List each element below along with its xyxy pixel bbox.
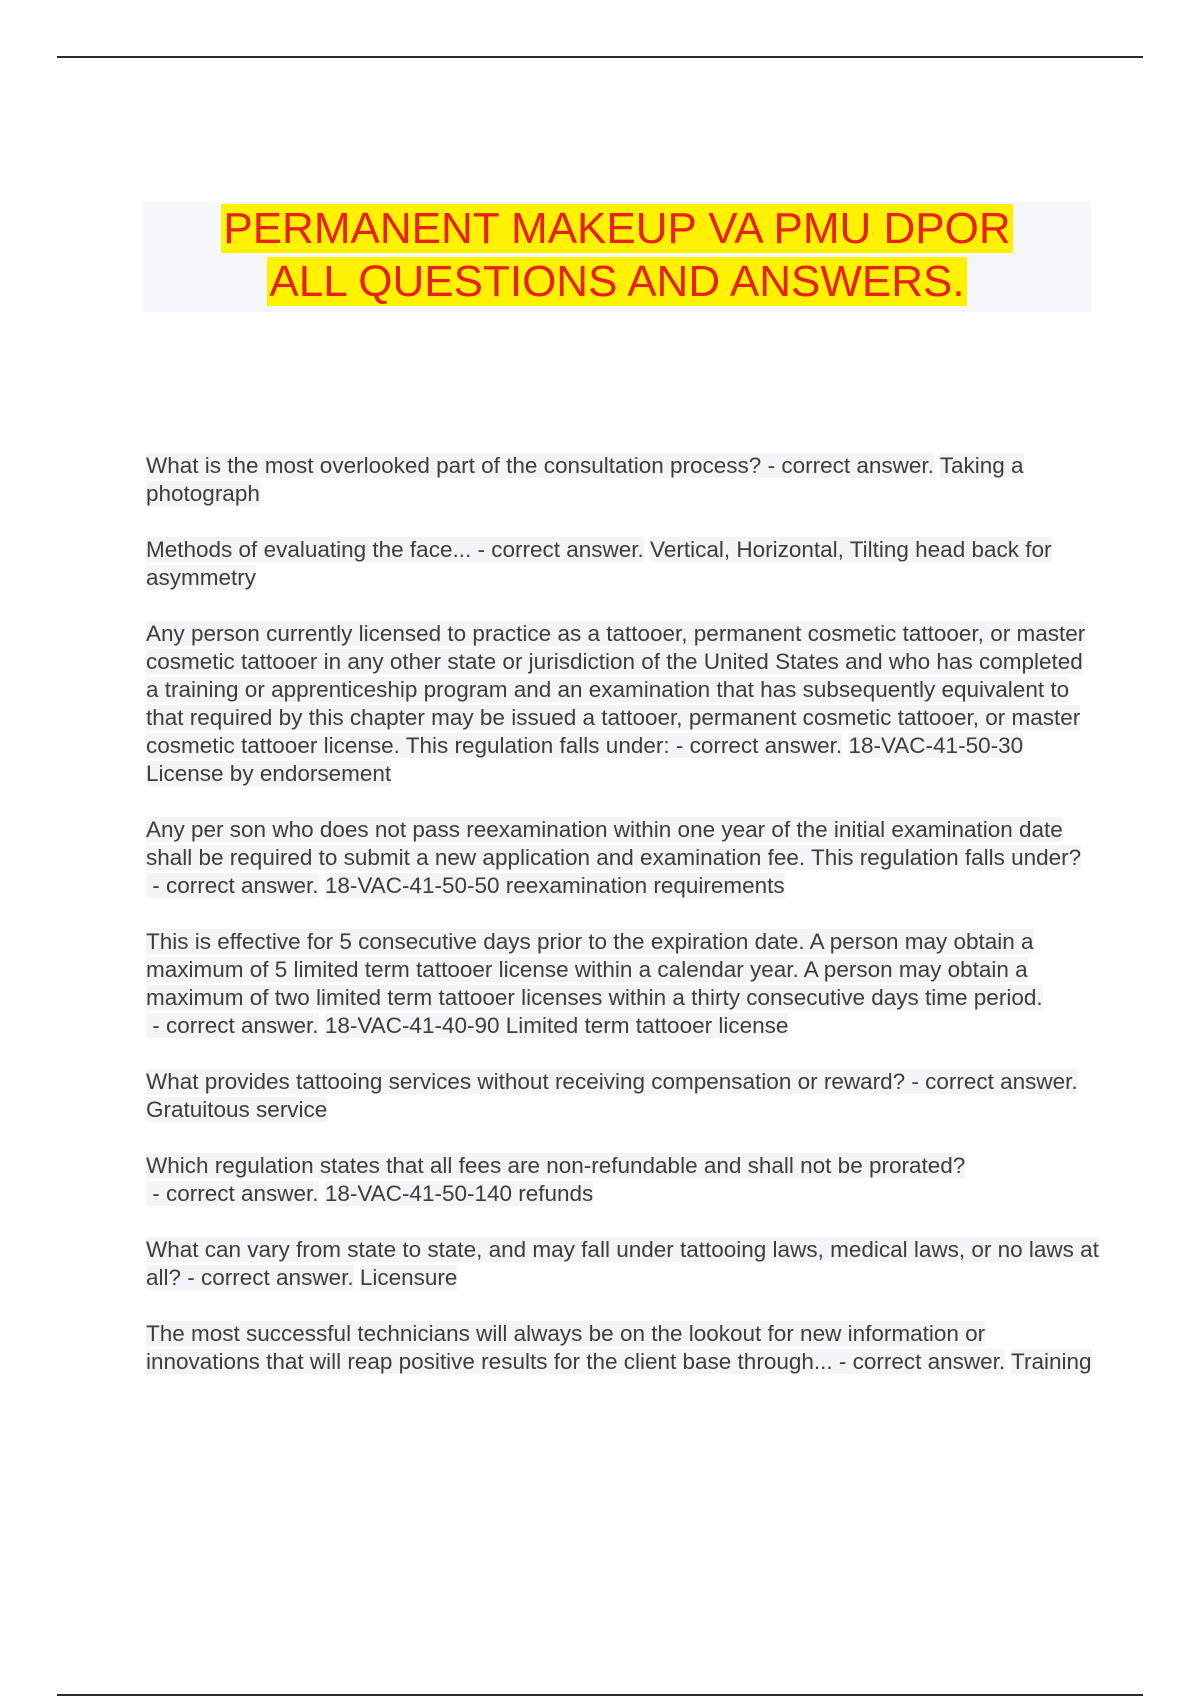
top-divider xyxy=(57,56,1143,58)
question-text: What provides tattooing services without receiving compensation or reward? xyxy=(146,1069,906,1094)
title-line-1-text: PERMANENT MAKEUP VA PMU DPOR xyxy=(223,204,1011,253)
answer-separator: - correct answer. xyxy=(761,453,934,478)
question-text: The most successful technicians will always be on the lookout for new information or innovations that will reap positive results for the client base through... xyxy=(146,1321,986,1374)
answer-separator: - correct answer. xyxy=(832,1349,1006,1374)
question-text: What is the most overlooked part of the consultation process? xyxy=(146,453,762,478)
answer-text: Taking a photograph xyxy=(146,453,1024,506)
qa-item xyxy=(146,452,1101,508)
question-text: Which regulation states that all fees are non-refundable and shall not be prorated? xyxy=(146,1153,966,1178)
answer-text: 18-VAC-41-40-90 Limited term tattooer license xyxy=(324,1013,789,1038)
answer-text: Training xyxy=(1011,1349,1092,1374)
question-text: Any per son who does not pass reexamination within one year of the initial examination date shall be required to submit a new application and examination fee. This regulation falls under? xyxy=(146,817,1082,870)
qa-list xyxy=(146,452,1101,1404)
title-line-1 xyxy=(143,202,1091,255)
answer-text: Licensure xyxy=(359,1265,458,1290)
qa-item xyxy=(146,1152,1101,1208)
qa-item xyxy=(146,1236,1101,1292)
qa-item xyxy=(146,536,1101,592)
bottom-divider xyxy=(57,1694,1143,1696)
qa-item xyxy=(146,1320,1101,1376)
document-title xyxy=(143,202,1091,312)
answer-separator: - correct answer. xyxy=(181,1265,354,1290)
answer-separator: - correct answer. xyxy=(146,1013,319,1038)
answer-separator: - correct answer. xyxy=(905,1069,1078,1094)
qa-item xyxy=(146,620,1101,788)
answer-text: 18-VAC-41-50-50 reexamination requirements xyxy=(324,873,785,898)
qa-item xyxy=(146,1068,1101,1124)
answer-text: Vertical, Horizontal, Tilting head back for asymmetry xyxy=(146,537,1052,590)
question-text: What can vary from state to state, and may fall under tattooing laws, medical laws, or no laws at all? xyxy=(146,1237,1099,1290)
title-line-2 xyxy=(143,255,1091,308)
question-text: Methods of evaluating the face... xyxy=(146,537,472,562)
qa-item xyxy=(146,816,1101,900)
question-text: Any person currently licensed to practice as a tattooer, permanent cosmetic tattooer, or master cosmetic tattooer in any other state or jurisdiction of the United States and who has completed a training or apprenticeship program and an examination that has subsequently equivalent to that required by this chapter may be issued a tattooer, permanent cosmetic tattooer, or master cosmetic tattooer license. This regulation falls under: xyxy=(146,621,1086,758)
answer-separator: - correct answer. xyxy=(146,1181,319,1206)
answer-separator: - correct answer. xyxy=(669,733,843,758)
answer-text: Gratuitous service xyxy=(146,1097,328,1122)
answer-separator: - correct answer. xyxy=(471,537,644,562)
answer-text: 18-VAC-41-50-30 License by endorsement xyxy=(146,733,1024,786)
question-text: This is effective for 5 consecutive days prior to the expiration date. A person may obtain a maximum of 5 limited term tattooer license within a calendar year. A person may obtain a maximum of two limited term tattooer licenses within a thirty consecutive days time period. xyxy=(146,929,1043,1010)
answer-separator: - correct answer. xyxy=(146,873,319,898)
title-line-2-text: ALL QUESTIONS AND ANSWERS. xyxy=(269,257,965,306)
qa-item xyxy=(146,928,1101,1040)
answer-text: 18-VAC-41-50-140 refunds xyxy=(324,1181,594,1206)
